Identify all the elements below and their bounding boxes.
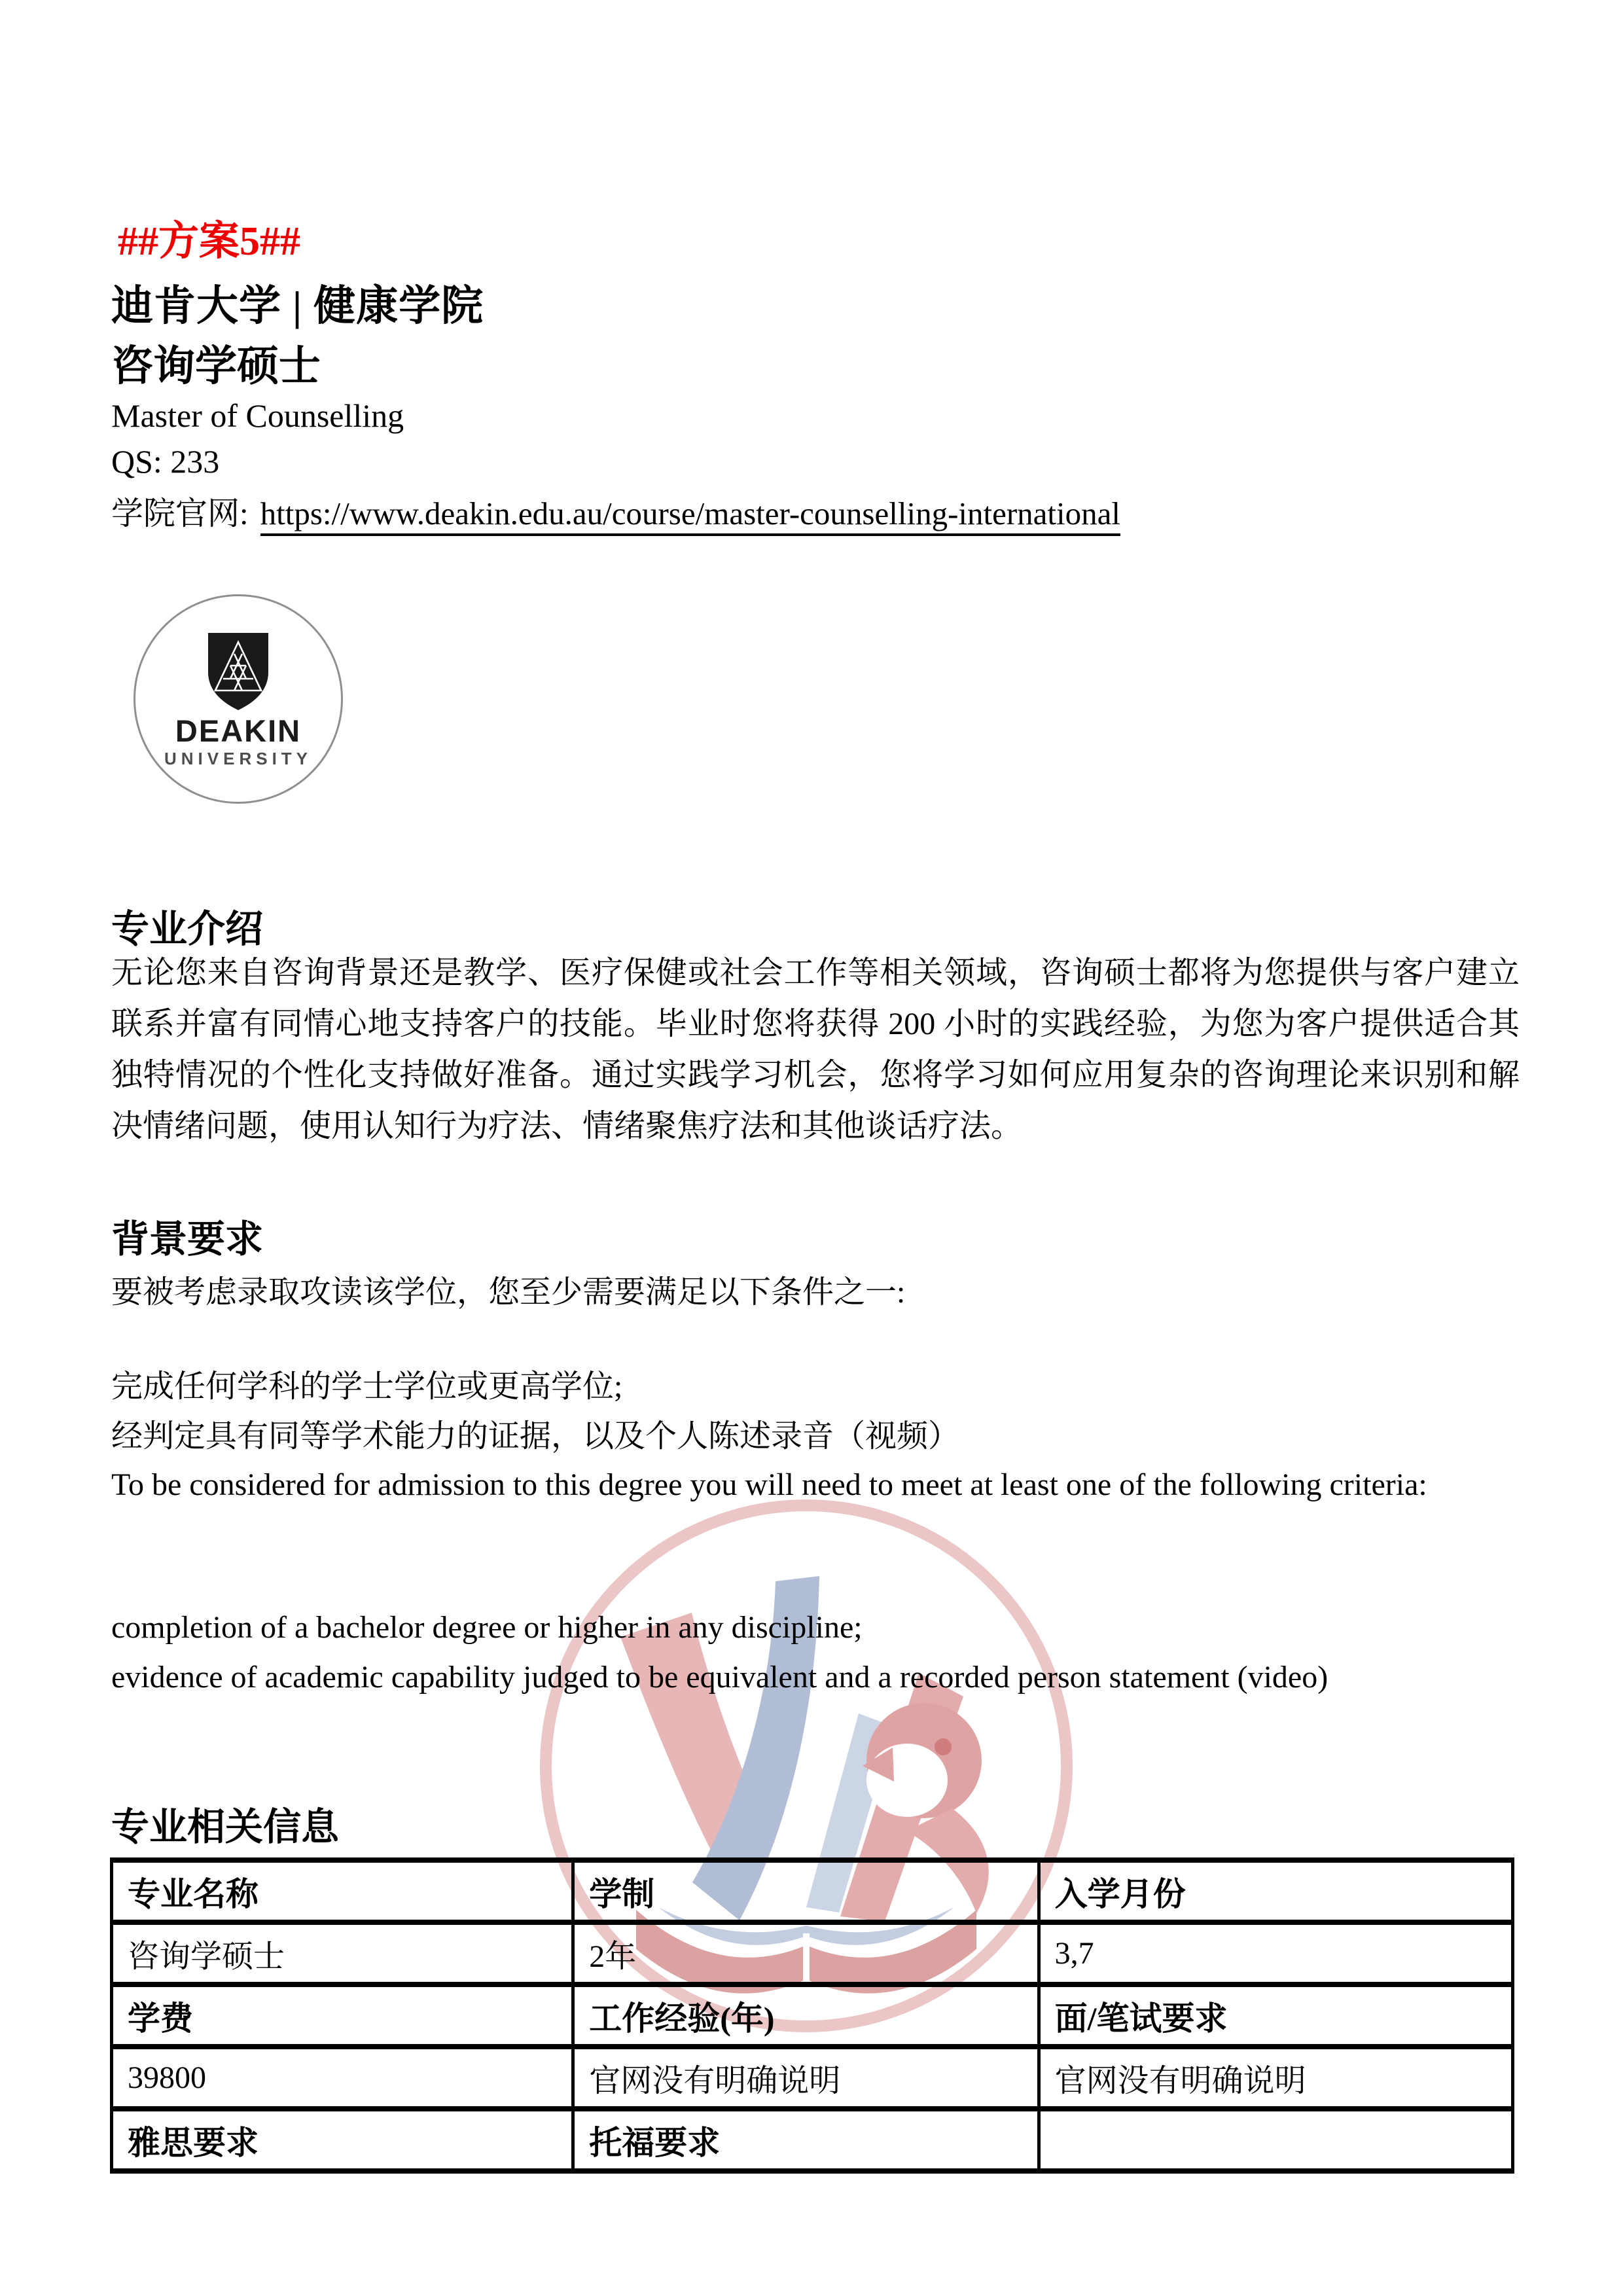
program-title-chinese: 咨询学硕士 (111, 343, 321, 389)
background-criterion-cn-2: 经判定具有同等学术能力的证据，以及个人陈述录音（视频） (111, 1419, 960, 1454)
deakin-shield-icon (205, 633, 271, 710)
background-lead-english: To be considered for admission to this degree you will need to meet at least one of the following criteria: (111, 1467, 1427, 1502)
background-lead: 要被考虑录取攻读该学位，您至少需要满足以下条件之一: (111, 1275, 906, 1310)
table-data-cell: 39800 (112, 2047, 573, 2109)
deakin-university-logo (134, 594, 343, 804)
table-row (112, 1922, 1513, 1984)
program-info-table (110, 1857, 1514, 2174)
table-data-cell: 3,7 (1039, 1922, 1512, 1984)
table-header-cell: 专业名称 (112, 1860, 573, 1922)
program-title-english: Master of Counselling (111, 397, 404, 434)
plan-number-title: ##方案5## (118, 219, 301, 264)
website-label: 学院官网: (111, 495, 249, 531)
table-header-cell: 雅思要求 (112, 2109, 573, 2171)
background-criterion-en-2: evidence of academic capability judged to be equivalent and a recorded person statement (video) (111, 1660, 1329, 1695)
table-header-cell: 学费 (112, 1984, 573, 2047)
intro-paragraph: 无论您来自咨询背景还是教学、医疗保健或社会工作等相关领域，咨询硕士都将为您提供与客户建立联系并富有同情心地支持客户的技能。毕业时您将获得 200 小时的实践经验，为您为客户提供适合其独特情况的个性化支持做好准备。通过实践学习机会，您将学习如何应用复杂的咨询理论来识别和解决情绪问题，使用认知行为疗法、情绪聚焦疗法和其他谈话疗法。 (111, 956, 1520, 1143)
table-header-cell: 入学月份 (1039, 1860, 1512, 1922)
background-criterion-cn-1: 完成任何学科的学士学位或更高学位; (111, 1369, 623, 1404)
qs-ranking: QS: 233 (111, 443, 220, 480)
section-heading-intro: 专业介绍 (111, 908, 264, 950)
table-row (112, 2047, 1513, 2109)
table-header-cell: 工作经验(年) (573, 1984, 1039, 2047)
background-criterion-en-1: completion of a bachelor degree or higher in any discipline; (111, 1610, 863, 1645)
website-link[interactable]: https://www.deakin.edu.au/course/master-counselling-international (260, 495, 1120, 536)
table-header-cell: 托福要求 (573, 2109, 1039, 2171)
table-header-cell: 学制 (573, 1860, 1039, 1922)
table-data-cell: 2年 (573, 1922, 1039, 1984)
section-heading-program-info: 专业相关信息 (111, 1806, 340, 1848)
table-data-cell: 官网没有明确说明 (1039, 2047, 1512, 2109)
table-header-cell: 面/笔试要求 (1039, 1984, 1512, 2047)
table-data-cell: 咨询学硕士 (112, 1922, 573, 1984)
section-heading-background: 背景要求 (111, 1218, 264, 1261)
official-website-line (111, 488, 1120, 536)
table-data-cell: 官网没有明确说明 (573, 2047, 1039, 2109)
logo-subtext: UNIVERSITY (164, 749, 313, 768)
logo-wordmark: DEAKIN (175, 713, 302, 748)
table-row (112, 1860, 1513, 1922)
table-row (112, 1984, 1513, 2047)
table-row (112, 2109, 1513, 2171)
table-header-cell (1039, 2109, 1512, 2171)
university-faculty-title: 迪肯大学 | 健康学院 (111, 283, 484, 329)
